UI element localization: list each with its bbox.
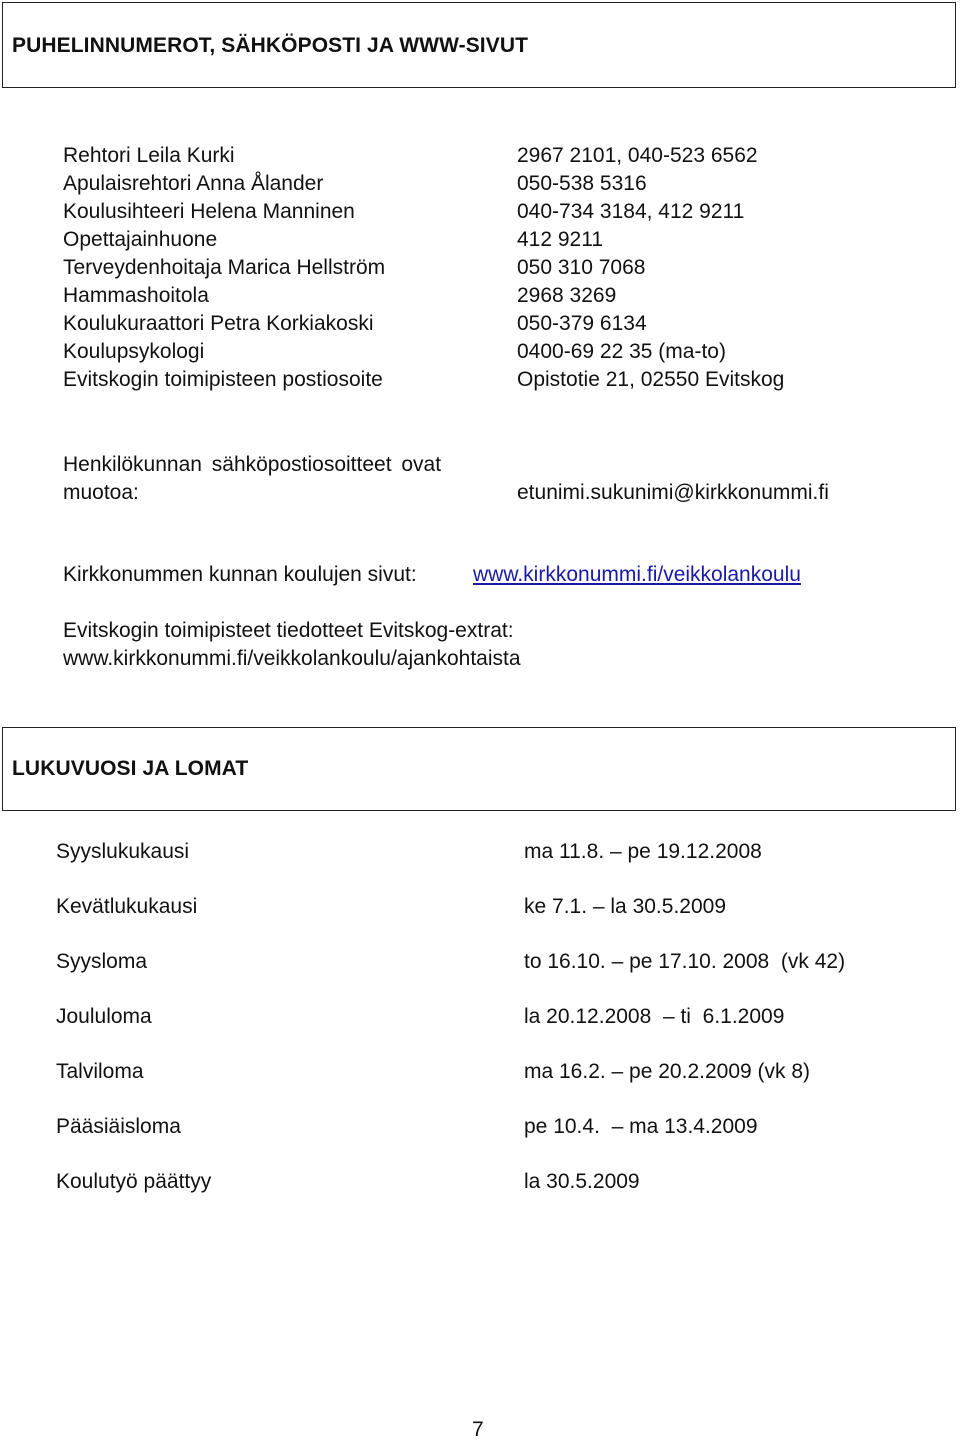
contact-list bbox=[63, 142, 863, 394]
schedule-label: Talviloma bbox=[56, 1060, 144, 1083]
contact-value: 050 310 7068 bbox=[517, 256, 646, 279]
schedule-row bbox=[56, 893, 936, 948]
schedule-date: ma 11.8. – pe 19.12.2008 bbox=[524, 840, 762, 863]
contact-row bbox=[63, 310, 863, 338]
contact-row bbox=[63, 170, 863, 198]
contact-name: Terveydenhoitaja Marica Hellström bbox=[63, 256, 386, 279]
contact-row bbox=[63, 366, 863, 394]
schedule-label: Koulutyö päättyy bbox=[56, 1170, 212, 1193]
contact-value: 412 9211 bbox=[517, 228, 604, 251]
schedule-date: ma 16.2. – pe 20.2.2009 (vk 8) bbox=[524, 1060, 811, 1083]
web-label: Kirkkonummen kunnan koulujen sivut: bbox=[63, 563, 417, 586]
schedule-date: ke 7.1. – la 30.5.2009 bbox=[524, 895, 726, 918]
contact-value: 050-379 6134 bbox=[517, 312, 647, 335]
contact-row bbox=[63, 198, 863, 226]
contact-name: Hammashoitola bbox=[63, 284, 209, 307]
contact-value: Opistotie 21, 02550 Evitskog bbox=[517, 368, 785, 391]
contact-value: 2968 3269 bbox=[517, 284, 617, 307]
extrat-url: www.kirkkonummi.fi/veikkolankoulu/ajankohtaista bbox=[63, 647, 521, 670]
schedule-row bbox=[56, 948, 936, 1003]
schedule-row bbox=[56, 1113, 936, 1168]
schedule-list bbox=[56, 838, 936, 1223]
contact-name: Opettajainhuone bbox=[63, 228, 218, 251]
contact-value: 040-734 3184, 412 9211 bbox=[517, 200, 745, 223]
section-title: LUKUVUOSI JA LOMAT bbox=[12, 757, 249, 780]
contact-row bbox=[63, 254, 863, 282]
schedule-date: pe 10.4. – ma 13.4.2009 bbox=[524, 1115, 758, 1138]
contact-name: Apulaisrehtori Anna Ålander bbox=[63, 172, 324, 195]
schedule-label: Pääsiäisloma bbox=[56, 1115, 181, 1138]
schedule-row bbox=[56, 1168, 936, 1223]
contact-row bbox=[63, 142, 863, 170]
page-number: 7 bbox=[472, 1418, 484, 1441]
extrat-label: Evitskogin toimipisteet tiedotteet Evitskog-extrat: bbox=[63, 619, 514, 642]
email-format: etunimi.sukunimi@kirkkonummi.fi bbox=[517, 481, 829, 504]
contact-row bbox=[63, 226, 863, 254]
contact-row bbox=[63, 338, 863, 366]
schedule-label: Syyslukukausi bbox=[56, 840, 190, 863]
schedule-label: Kevätlukukausi bbox=[56, 895, 198, 918]
contact-name: Rehtori Leila Kurki bbox=[63, 144, 235, 167]
section-header-schedule bbox=[2, 727, 956, 811]
schedule-date: la 30.5.2009 bbox=[524, 1170, 640, 1193]
email-intro-line2: muotoa: bbox=[63, 481, 139, 504]
schedule-date: to 16.10. – pe 17.10. 2008 (vk 42) bbox=[524, 950, 846, 973]
contact-value: 050-538 5316 bbox=[517, 172, 647, 195]
contact-name: Evitskogin toimipisteen postiosoite bbox=[63, 368, 383, 391]
section-header-contacts bbox=[2, 2, 956, 88]
school-website-link[interactable]: www.kirkkonummi.fi/veikkolankoulu bbox=[473, 563, 801, 586]
email-intro-line1: Henkilökunnan sähköpostiosoitteet ovat bbox=[63, 453, 442, 476]
contact-name: Koulusihteeri Helena Manninen bbox=[63, 200, 355, 223]
section-title: PUHELINNUMEROT, SÄHKÖPOSTI JA WWW-SIVUT bbox=[12, 34, 529, 57]
schedule-row bbox=[56, 1058, 936, 1113]
schedule-date: la 20.12.2008 – ti 6.1.2009 bbox=[524, 1005, 785, 1028]
schedule-row bbox=[56, 838, 936, 893]
schedule-row bbox=[56, 1003, 936, 1058]
contact-row bbox=[63, 282, 863, 310]
contact-name: Koulukuraattori Petra Korkiakoski bbox=[63, 312, 374, 335]
contact-name: Koulupsykologi bbox=[63, 340, 205, 363]
contact-value: 0400-69 22 35 (ma-to) bbox=[517, 340, 726, 363]
schedule-label: Joululoma bbox=[56, 1005, 152, 1028]
contact-value: 2967 2101, 040-523 6562 bbox=[517, 144, 758, 167]
schedule-label: Syysloma bbox=[56, 950, 148, 973]
